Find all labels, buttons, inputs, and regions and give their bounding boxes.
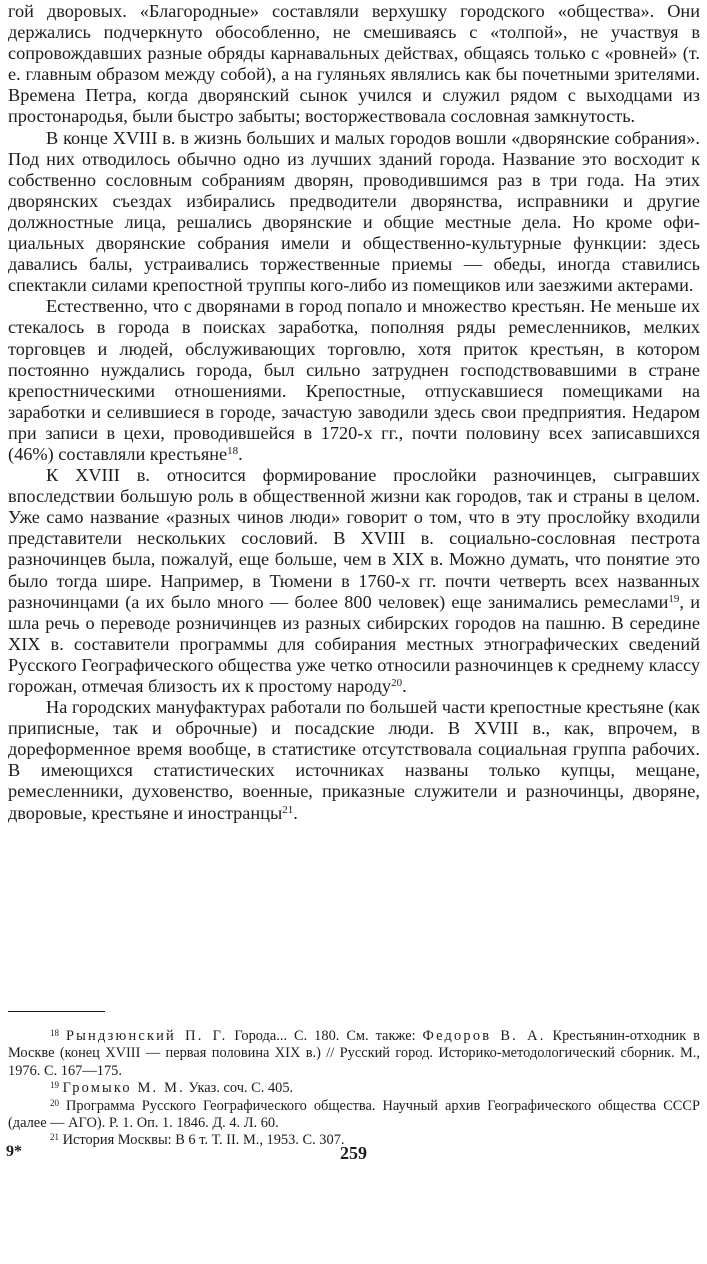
footnote-text: Крестьянин-отходник в Москве (конец XVIII — первая половина XIX в.) // Русский город. Историко-методологический сборник. М., 1976. С. 167—175. [8, 1028, 700, 1079]
footnote-20 [8, 1098, 700, 1133]
paragraph-3: Естественно, что с дворянами в город попало и множество крестьян. Не меньше их стекалось в города в поисках заработка, пополняя ряды ремесленников, мелких торговцев и людей, обслуживающих торговлю, хотя приток крестьян, в котором постоянно нуждались города, был сильно затруднен господствовавшими в стране крепостническими отношениями. Крепостные, отпускавшиеся помещиками на заработки и селившиеся в городе, зачастую заводили здесь свои предприятия. Недаром при записи в цехи, проводившейся в 1720-х гг., почти половину всех записавшихся (46%) составляли крестьяне$^{18}$. [8, 296, 700, 464]
footnote-num: 19 [50, 1080, 59, 1091]
paragraph-4-text-cont: , и шла речь о переводе розничинцев из разных сибирских городов на пашню. В середине XIX в. составители программы для собирания местных этнографических сведений Русского Географического общества уже четко относили разночинцев к среднему классу горожан, отмечая близость их к простому народу [8, 591, 700, 696]
footnote-18 [8, 1028, 700, 1080]
footnote-ref-19[interactable]: 19 [668, 592, 680, 605]
paragraph-4: К XVIII в. относится формирование прослойки разночинцев, сыгравших впоследствии большую роль в общественной жизни как городов, так и страны в целом. Уже само название «разных чинов люди» говорит о том, что в эту прослойку входили представители нескольких сословий. В XVIII в. социально-сословная пестрота разночинцев была, пожалуй, еще больше, чем в XIX в. Можно думать, что понятие это было тогда шире. Например, в Тюмени в 1760-х гг. почти четверть всех названных разночинцами (а их было много — более 800 человек) еще занимались ремеслами$^{19}$, и шла речь о переводе розничинцев из разных сибирских городов на пашню. В середине XIX в. составители программы для собирания местных этнографических сведений Русского Географического общества уже четко относили разночинцев к среднему классу горожан, отмечая близость их к простому народу$^{20}$. [8, 465, 700, 696]
footnote-text: Города... С. 180. См. также: [227, 1028, 423, 1044]
footnote-num: 18 [50, 1028, 59, 1038]
footnote-divider [8, 1011, 105, 1012]
footnote-ref-21[interactable]: 21 [282, 803, 294, 816]
paragraph-3-text: Естественно, что с дворянами в город попало и множество крестьян. Не меньше их стекалось в города в поисках заработка, пополняя ряды ремесленников, мелких торговцев и людей, обслуживающих торговлю, хотя приток крестьян, в котором постоянно нуждались города, был сильно затруднен господствовавшими в стране крепостническими отношениями. Крепостные, отпускавшиеся помещиками на заработки и селившиеся в городе, зачастую заводили здесь свои предприятия. Недаром при записи в цехи, проводившейся в 1720-х гг., почти половину всех записавшихся (46%) составляли крестьяне [8, 296, 700, 464]
printer-signature: 9* [6, 1143, 22, 1160]
footnote-text: Программа Русского Географического общества. Научный архив Географического общества СССР (далее — АГО). Р. 1. Оп. 1. 1846. Д. 4. Л. 60. [8, 1097, 700, 1132]
footnote-num: 21 [50, 1132, 59, 1143]
paragraph-2: В конце XVIII в. в жизнь больших и малых городов вошли «дворянские собрания». Под них отводилось обычно одно из лучших зданий города. Название это восходит к собственно сословным собраниям дворян, проводившимся раз в три года. На этих дворянских съездах избирались предводители дворянства, исправники и другие должностные лица, решались дворянские и общие местные дела. Но кроме официальных дворянские собрания имели и общественно-культурные функции: здесь давались балы, устраивались торжественные приемы — обеды, иногда ставились спектакли силами крепостной труппы кого-либо из помещиков или заезжими актерами. [8, 127, 700, 296]
paragraph-1: гой дворовых. «Благородные» составляли верхушку городского «общества». Они держались подчеркнуто обособленно, не смешиваясь с «толпой», не участвуя в сопровождавших разные обряды карнавальных действах, общаясь только с «ровней» (т. е. главным образом между собой), а на гуляньях являлись как бы почетными зрителями. Времена Петра, когда дворянский сынок учился и служил рядом с выходцами из простонародья, были быстро забыты; восторжествовала сословная замкнутость. [8, 1, 700, 127]
page-body [8, 0, 700, 824]
paragraph-5: На городских мануфактурах работали по большей части крепостные крестьяне (как приписные, так и оброчные) и посадские люди. В XVIII в., как, впрочем, в дореформенное время вообще, в статистике отсутствовала социальная группа рабочих. В имеющихся статистических источниках названы только купцы, мещане, ремесленники, духовенство, военные, приказные служители и разночинцы, дворяне, дворовые, крестьяне и иностранцы$^{21}$. [8, 697, 700, 823]
footnotes [8, 1028, 700, 1150]
footnote-num: 20 [50, 1097, 59, 1108]
footnote-text: История Москвы: В 6 т. Т. II. М., 1953. С. 307. [62, 1132, 345, 1149]
paragraph-5-text: На городских мануфактурах работали по большей части крепостные крестьяне (как приписные, так и оброчные) и посадские люди. В XVIII в., как, впрочем, в дореформенное время вообще, в статистике отсутствовала социальная группа рабочих. В имеющихся статистических источниках названы только купцы, мещане, ремесленники, духовенство, военные, приказные служители и разночинцы, дворяне, дворовые, крестьяне и иностранцы [8, 697, 700, 823]
footnote-author: Федоров В. А. [422, 1028, 546, 1044]
footnote-author: Рындзюнский П. Г. [65, 1028, 228, 1044]
footnote-author: Громыко М. М. [62, 1080, 185, 1097]
footnote-ref-18[interactable]: 18 [227, 444, 239, 457]
footnote-text: Указ. соч. С. 405. [184, 1080, 294, 1097]
page-number: 259 [340, 1143, 367, 1163]
footnote-19 [8, 1080, 700, 1097]
footnote-ref-20[interactable]: 20 [391, 677, 403, 689]
paragraph-4-text: К XVIII в. относится формирование прослойки разночинцев, сыгравших впоследствии большую роль в общественной жизни как городов, так и страны в целом. Уже само название «разных чинов люди» говорит о том, что в эту прослойку входили представители нескольких сословий. В XVIII в. социально-сословная пестрота разночинцев была, пожалуй, еще больше, чем в XIX в. Можно думать, что понятие это было тогда шире. Например, в Тюмени в 1760-х гг. почти четверть всех названных разночинцами (а их было много — более 800 человек) еще занимались ремеслами [8, 465, 700, 612]
